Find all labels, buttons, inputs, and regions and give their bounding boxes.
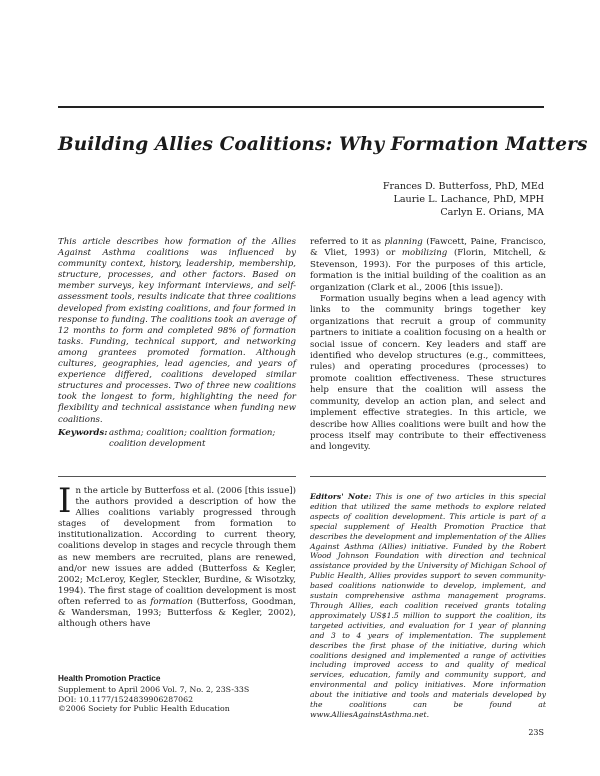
author-name: Laurie L. Lachance, PhD, MPH xyxy=(393,194,544,205)
left-section-divider xyxy=(58,476,296,477)
editors-note-label: Editors' Note: xyxy=(310,492,372,501)
keywords-text: asthma; coalition; coalition formation; coalition development xyxy=(109,428,276,450)
allies-link[interactable]: www.AlliesAgainstAsthma.net xyxy=(310,709,427,719)
journal-info xyxy=(58,674,298,714)
body-text: In the article by Butterfoss et al. (2006 [this issue]) the authors provided a description of how the Allies coalitions variably progressed through stages of development from formation to institutionalization. According to current theory, coalitions develop in stages and recycle through them as new members are recruited, plans are renewed, and/or new issues are added (Butterfoss & Kegler, 2002; McLeroy, Kegler, Steckler, Burdine, & Wisotzky, 1994). The first stage of coalition development is most often referred to as formation (Butterfoss, Goodman, & Wandersman, 1993; Butterfoss & Kegler, 2002), although others have xyxy=(58,481,296,630)
intro-paragraph-2: Formation usually begins when a lead agency with links to the community brings together key organizations that recruit a group of community partners to initiate a coalition focusing on a health or social issue of concern. Key leaders and staff are identified who develop structures (e.g., committees, rules) and operating procedures (processes) to promote coalition effectiveness. These structures help ensure that the coalition will assess the community, develop an action plan, and select and implement effective strategies. In this article, we describe how Allies coalitions were built and how the process itself may contribute to their effectiveness and longevity. xyxy=(310,294,546,453)
journal-copyright: ©2006 Society for Public Health Education xyxy=(58,704,230,714)
article-title: Building Allies Coalitions: Why Formation Matters xyxy=(58,134,588,155)
drop-cap: I xyxy=(58,481,72,521)
keywords-label: Keywords: xyxy=(58,428,108,438)
journal-doi: DOI: 10.1177/1524839906287062 xyxy=(58,694,194,704)
author-name: Carlyn E. Orians, MA xyxy=(440,207,544,218)
author-list xyxy=(383,180,544,219)
journal-issue: Supplement to April 2006 Vol. 7, No. 2, 23S-33S xyxy=(58,685,250,695)
journal-name: Health Promotion Practice xyxy=(58,674,161,683)
right-section-divider xyxy=(310,476,546,477)
abstract: This article describes how formation of the Allies Against Asthma coalitions was influenced by community context, history, leadership, membership, structure, processes, and other factors. Based on member surveys, key informant interviews, and self-assessment tools, results indicate that three coalitions developed from existing coalitions, and four formed in response to funding. The coalitions took an average of 12 months to form and completed 98% of formation tasks. Funding, technical support, and networking among grantees promoted formation. Although cultures, geographies, lead agencies, and years of experience differed, coalitions developed similar structures and processes. Two of three new coalitions took the longest to form, highlighting the need for flexibility and technical assistance when funding new coalitions. xyxy=(58,237,296,425)
editors-note: Editors' Note: This is one of two articles in this special edition that utilized the same methods to explore related aspects of coalition development. This article is part of a special supplement of Health Promotion Practice that describes the development and implementation of the Allies Against Asthma (Allies) initiative. Funded by the Robert Wood Johnson Foundation with direction and technical assistance provided by the University of Michigan School of Public Health, Allies provides support to seven community-based coalitions nationwide to develop, implement, and sustain comprehensive asthma management programs. Through Allies, each coalition received grants totaling approximately US$1.5 million to support the coalition, its targeted activities, and evaluation for 1 year of planning and 3 to 4 years of implementation. The supplement describes the first phase of the initiative, during which coalitions designed and implemented a range of activities including improved access to and quality of medical services, education, family and community support, and environmental and policy initiatives. More information about the initiative and tools and materials developed by the coalitions can be found at www.AlliesAgainstAsthma.net. xyxy=(310,492,546,719)
page-number: 23S xyxy=(528,728,544,737)
intro-paragraph-1: referred to it as planning (Fawcett, Paine, Francisco, & Vliet, 1993) or mobilizing (Florin, Mitchell, & Stevenson, 1993). For the purposes of this article, formation is the initial building of the coalition as an organization (Clark et al., 2006 [this issue]). xyxy=(310,237,547,293)
top-rule xyxy=(58,106,544,108)
right-column-intro xyxy=(310,237,546,454)
keywords xyxy=(58,428,296,450)
author-name: Frances D. Butterfoss, PhD, MEd xyxy=(382,181,544,192)
